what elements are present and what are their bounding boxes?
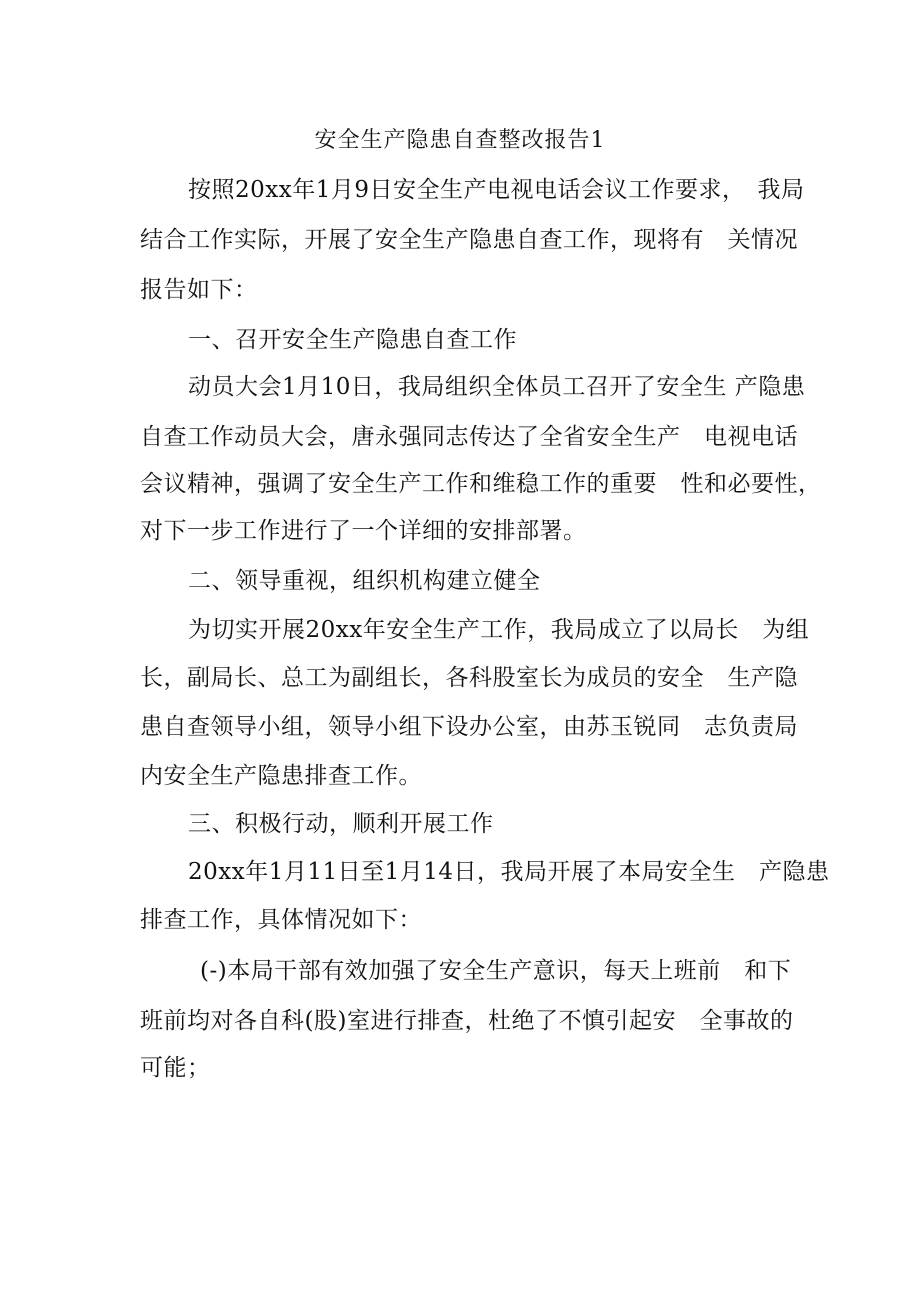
paragraph-line: (-)本局干部有效加强了安全生产意识，每天上班前 和下: [200, 958, 792, 984]
paragraph-line: 会议精神，强调了安全生产工作和维稳工作的重要 性和必要性，: [140, 471, 822, 497]
paragraph-line: 结合工作实际，开展了安全生产隐患自查工作，现将有 关情况: [140, 227, 798, 253]
paragraph-line: 对下一步工作进行了一个详细的安排部署。: [140, 518, 587, 544]
paragraph-line: 班前均对各自科(股)室进行排查，杜绝了不慎引起安 全事故的: [140, 1008, 794, 1034]
paragraph-line: 自查工作动员大会，唐永强同志传达了全省安全生产 电视电话: [140, 424, 798, 450]
paragraph-line: 可能；: [140, 1055, 211, 1081]
section-heading: 二、领导重视，组织机构建立健全: [188, 568, 541, 594]
paragraph-line: 患自查领导小组，领导小组下设办公室，由苏玉锐同 志负责局: [140, 714, 798, 740]
paragraph-line: 为切实开展20xx年安全生产工作，我局成立了以局长 为组: [188, 617, 810, 643]
section-heading: 一、召开安全生产隐患自查工作: [188, 327, 517, 353]
paragraph-line: 排查工作，具体情况如下：: [140, 907, 422, 933]
paragraph-line: 20xx年1月11日至1月14日，我局开展了本局安全生 产隐患: [188, 859, 830, 885]
paragraph-line: 动员大会1月10日，我局组织全体员工召开了安全生 产隐患: [188, 374, 806, 400]
paragraph-line: 按照20xx年1月9日安全生产电视电话会议工作要求， 我局: [188, 177, 805, 203]
section-heading: 三、积极行动，顺利开展工作: [188, 811, 494, 837]
paragraph-line: 长，副局长、总工为副组长，各科股室长为成员的安全 生产隐: [140, 665, 798, 691]
paragraph-line: 报告如下：: [140, 277, 258, 303]
document-title: 安全生产隐患自查整改报告1: [314, 128, 606, 153]
paragraph-line: 内安全生产隐患排查工作。: [140, 763, 422, 789]
